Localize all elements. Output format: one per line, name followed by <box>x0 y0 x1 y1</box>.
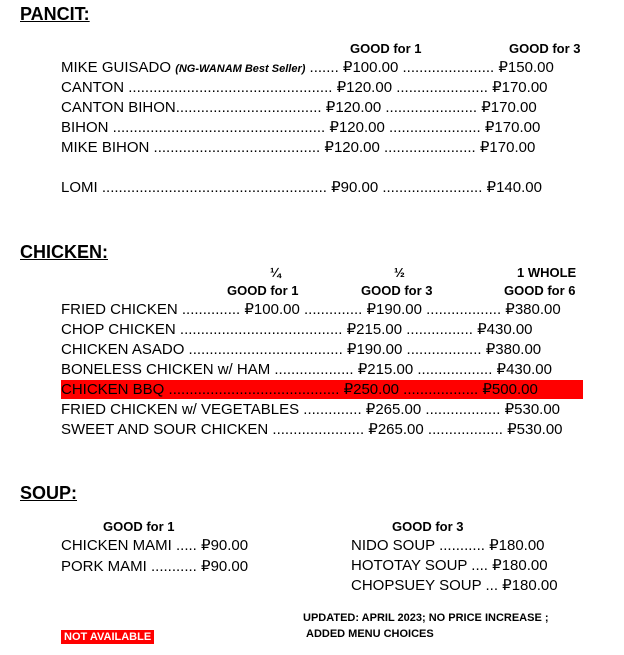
leader-dots: ................... <box>270 361 354 378</box>
price-whole: ₽530.00 <box>507 421 563 438</box>
menu-row-canton <box>61 78 548 97</box>
soup-col-good-for-3: GOOD for 3 <box>392 519 464 534</box>
price-whole: ₽500.00 <box>482 381 538 398</box>
menu-row-sweet-sour-chicken <box>61 420 563 439</box>
menu-row-fried-chicken-vegetables <box>61 400 560 419</box>
price-whole: ₽380.00 <box>505 301 561 318</box>
leader-dots: ....... <box>305 59 339 76</box>
soup-row-nido-soup <box>351 536 545 555</box>
item-name: BIHON <box>61 119 109 136</box>
menu-row-bihon <box>61 118 540 137</box>
leader-dots: ...................... <box>379 139 476 156</box>
pancit-col-good-for-3: GOOD for 3 <box>509 41 581 56</box>
item-name: CHOP CHICKEN <box>61 321 176 338</box>
leader-dots: ......................................... <box>164 381 340 398</box>
item-name: MIKE BIHON <box>61 139 150 156</box>
item-name: PORK MAMI <box>61 558 147 575</box>
best-seller-note: (NG-WANAM Best Seller) <box>175 63 306 75</box>
price-good-for-1: ₽90.00 <box>331 179 379 196</box>
item-name: CHICKEN MAMI <box>61 537 172 554</box>
leader-dots: .................. <box>402 341 482 358</box>
soup-col-good-for-1: GOOD for 1 <box>103 519 175 534</box>
item-name: SWEET AND SOUR CHICKEN <box>61 421 269 438</box>
price-half: ₽215.00 <box>346 321 403 338</box>
price-quarter: ₽100.00 <box>244 301 300 318</box>
price-good-for-1: ₽120.00 <box>336 79 393 96</box>
item-name: CHICKEN ASADO <box>61 341 185 358</box>
price: ₽180.00 <box>489 537 545 554</box>
price-whole: ₽380.00 <box>485 341 542 358</box>
price: ₽180.00 <box>502 577 558 594</box>
price-good-for-3: ₽140.00 <box>486 179 542 196</box>
leader-dots: .............. <box>299 401 362 418</box>
leader-dots: ...................... <box>384 119 481 136</box>
leader-dots: .................. <box>421 301 502 318</box>
chicken-col-good-for-1: GOOD for 1 <box>227 283 299 298</box>
price-half: ₽190.00 <box>366 301 422 318</box>
price-good-for-1: ₽120.00 <box>325 99 382 116</box>
price-whole: ₽430.00 <box>496 361 552 378</box>
item-name: NIDO SOUP <box>351 537 435 554</box>
price-good-for-1: ₽120.00 <box>329 119 385 136</box>
item-name: FRIED CHICKEN w/ VEGETABLES <box>61 401 300 418</box>
menu-row-chicken-asado <box>61 340 541 359</box>
menu-row-mike-guisado <box>61 58 554 77</box>
item-name: CHICKEN BBQ <box>61 381 165 398</box>
menu-row-mike-bihon <box>61 138 535 157</box>
leader-dots: ..................................... <box>184 341 343 358</box>
leader-dots: ...................... <box>392 79 488 96</box>
chicken-fraction-quarter: ¼ <box>270 265 281 280</box>
menu-row-chop-chicken <box>61 320 533 339</box>
leader-dots: ................ <box>402 321 473 338</box>
price-good-for-1: ₽100.00 <box>342 59 399 76</box>
menu-row-fried-chicken <box>61 300 561 319</box>
soup-row-hototay-soup <box>351 556 548 575</box>
chicken-col-good-for-6: GOOD for 6 <box>504 283 576 298</box>
price-good-for-3: ₽170.00 <box>481 99 537 116</box>
menu-row-lomi <box>61 178 542 197</box>
leader-dots: ..... <box>171 537 197 554</box>
leader-dots: ... <box>481 577 498 594</box>
leader-dots: ................................... <box>175 99 322 116</box>
leader-dots: ................................................... <box>108 119 326 136</box>
price-good-for-3: ₽170.00 <box>479 139 536 156</box>
leader-dots: ....................................... <box>175 321 343 338</box>
menu-row-chicken-bbq-unavailable <box>61 380 583 399</box>
price-good-for-3: ₽150.00 <box>498 59 554 76</box>
leader-dots: .................. <box>421 401 501 418</box>
item-name: MIKE GUISADO <box>61 59 172 76</box>
leader-dots: .............. <box>177 301 241 318</box>
leader-dots: ...................... <box>381 99 478 116</box>
pancit-heading: PANCIT: <box>20 4 90 24</box>
price-whole: ₽430.00 <box>477 321 533 338</box>
item-name: HOTOTAY SOUP <box>351 557 468 574</box>
leader-dots: .................. <box>399 381 479 398</box>
not-available-legend: NOT AVAILABLE <box>61 630 154 644</box>
leader-dots: .................. <box>423 421 503 438</box>
price: ₽180.00 <box>492 557 548 574</box>
item-name: LOMI <box>61 179 98 196</box>
soup-row-chicken-mami <box>61 536 248 555</box>
price-half: ₽250.00 <box>343 381 400 398</box>
price-good-for-3: ₽170.00 <box>492 79 548 96</box>
menu-row-canton-bihon <box>61 98 537 117</box>
price-good-for-1: ₽120.00 <box>324 139 380 156</box>
price-half: ₽190.00 <box>346 341 403 358</box>
price-half: ₽265.00 <box>365 401 422 418</box>
soup-row-pork-mami <box>61 557 248 576</box>
pancit-col-good-for-1: GOOD for 1 <box>350 41 422 56</box>
price: ₽90.00 <box>201 537 249 554</box>
price: ₽90.00 <box>201 558 249 575</box>
price-whole: ₽530.00 <box>504 401 561 418</box>
price-good-for-3: ₽170.00 <box>484 119 541 136</box>
leader-dots: .............. <box>299 301 363 318</box>
item-name: CANTON <box>61 79 125 96</box>
item-name: CHOPSUEY SOUP <box>351 577 482 594</box>
leader-dots: ........... <box>146 558 197 575</box>
chicken-col-good-for-3: GOOD for 3 <box>361 283 433 298</box>
item-name: FRIED CHICKEN <box>61 301 178 318</box>
leader-dots: ................................................. <box>124 79 333 96</box>
chicken-fraction-whole: 1 WHOLE <box>517 265 577 280</box>
leader-dots: ...................... <box>398 59 495 76</box>
updated-notice-line-2: ADDED MENU CHOICES <box>306 628 434 640</box>
price-half: ₽215.00 <box>357 361 414 378</box>
leader-dots: ...................... <box>268 421 365 438</box>
price-half: ₽265.00 <box>368 421 424 438</box>
leader-dots: .... <box>467 557 488 574</box>
chicken-fraction-half: ½ <box>394 265 405 280</box>
updated-notice-line-1: UPDATED: APRIL 2023; NO PRICE INCREASE ; <box>303 612 549 624</box>
menu-row-boneless-chicken-ham <box>61 360 552 379</box>
leader-dots: ........................................ <box>149 139 321 156</box>
chicken-heading: CHICKEN: <box>20 242 108 262</box>
soup-row-chopsuey-soup <box>351 576 558 595</box>
item-name: CANTON BIHON <box>61 99 176 116</box>
item-name: BONELESS CHICKEN w/ HAM <box>61 361 271 378</box>
soup-heading: SOUP: <box>20 483 78 503</box>
leader-dots: ........... <box>434 537 485 554</box>
leader-dots: .................. <box>413 361 493 378</box>
leader-dots: ...................................................... <box>97 179 327 196</box>
leader-dots: ........................ <box>378 179 483 196</box>
